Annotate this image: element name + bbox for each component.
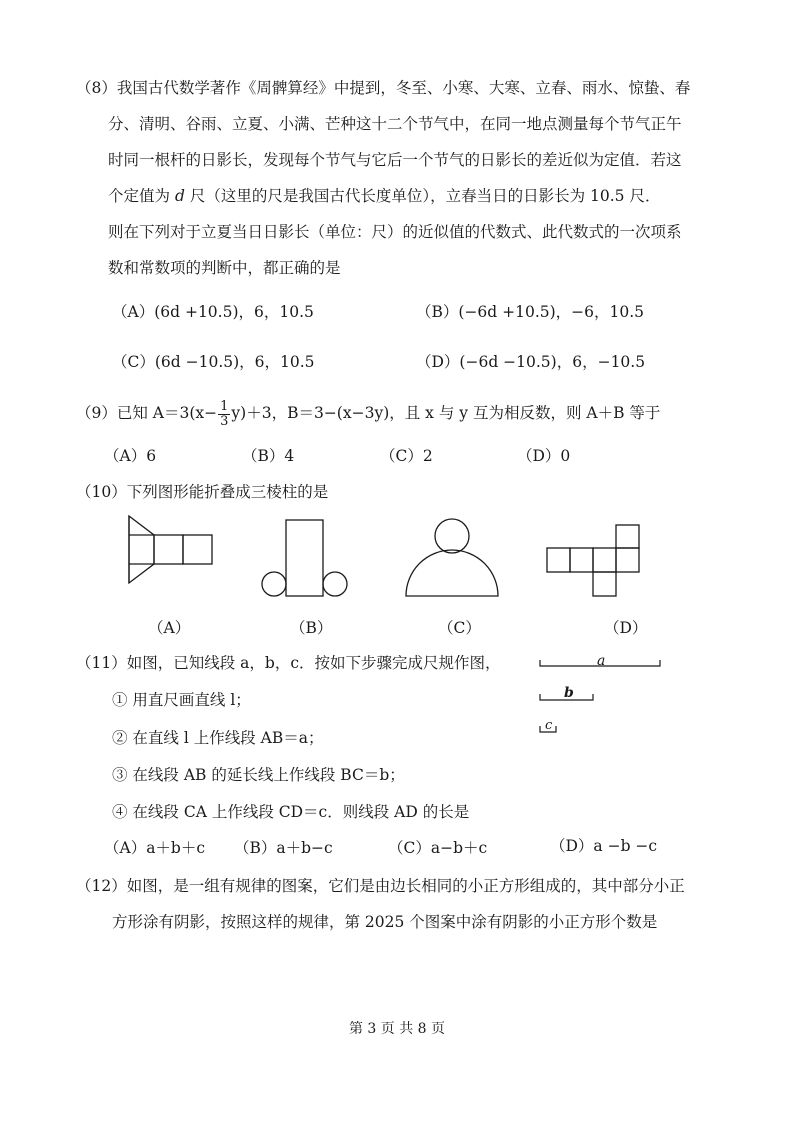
q8-option-a: （A）(6d +10.5)，6，10.5 bbox=[112, 303, 314, 321]
q9-stem bbox=[76, 398, 660, 429]
q9-fraction-denominator: 3 bbox=[220, 413, 229, 429]
q11-stem: （11）如图，已知线段 a，b，c．按如下步骤完成尺规作图， bbox=[76, 654, 501, 672]
q9-fraction bbox=[218, 400, 230, 429]
q8-line3: 时同一根杆的日影长，发现每个节气与它后一个节气的日影长的差近似为定值．若这 bbox=[108, 151, 682, 169]
q8-line6: 数和常数项的判断中，都正确的是 bbox=[108, 259, 341, 277]
q10-b-circle-left bbox=[262, 572, 286, 596]
q10-d-square-3 bbox=[593, 548, 616, 572]
q10-figure-d bbox=[545, 524, 641, 600]
q9-option-d: （D）0 bbox=[517, 447, 571, 465]
q8-line4-part-a: 个定值为 bbox=[108, 187, 171, 205]
q10-d-square-1 bbox=[547, 548, 570, 572]
q11-segment-b-label: b bbox=[564, 685, 574, 701]
q11-step2: ② 在直线 l 上作线段 AB＝a； bbox=[112, 729, 324, 747]
q8-line4 bbox=[108, 186, 660, 206]
q12-line1: （12）如图，是一组有规律的图案，它们是由边长相同的小正方形组成的，其中部分小正 bbox=[76, 877, 685, 895]
q12-line2: 方形涂有阴影，按照这样的规律，第 2025 个图案中涂有阴影的小正方形个数是 bbox=[112, 913, 658, 931]
q11-option-b: （B）a＋b−c bbox=[234, 839, 333, 857]
q8-option-b: （B）(−6d +10.5)，−6，10.5 bbox=[416, 303, 645, 321]
q8-line4-part-b: 尺（这里的尺是我国古代长度单位），立春当日的日影长为 10.5 尺． bbox=[189, 187, 661, 205]
q8-variable-d: d bbox=[174, 187, 185, 205]
q8-line1: （8）我国古代数学著作《周髀算经》中提到，冬至、小寒、大寒、立春、雨水、惊蛰、春 bbox=[76, 79, 691, 97]
q10-figure-c bbox=[403, 518, 503, 598]
q9-option-a: （A）6 bbox=[104, 447, 157, 465]
q11-option-d: （D）a −b −c bbox=[550, 837, 658, 855]
q10-label-a: （A） bbox=[148, 619, 191, 637]
q10-d-square-bottom bbox=[593, 572, 616, 596]
q10-label-b: （B） bbox=[290, 619, 333, 637]
q10-label-c: （C） bbox=[438, 619, 481, 637]
q10-a-square-1 bbox=[154, 535, 183, 564]
q10-figure-b bbox=[262, 518, 354, 598]
q11-step4: ④ 在线段 CA 上作线段 CD＝c．则线段 AD 的长是 bbox=[112, 803, 470, 821]
q10-a-square-2 bbox=[183, 535, 212, 564]
q11-segment-c-label: c bbox=[545, 718, 553, 733]
q10-figure-a bbox=[124, 522, 218, 578]
q11-step1: ① 用直尺画直线 l； bbox=[112, 691, 251, 709]
q10-d-square-top bbox=[616, 525, 639, 548]
q10-label-d: （D） bbox=[604, 619, 648, 637]
q11-segment-a-label: a bbox=[597, 653, 606, 669]
q11-option-a: （A）a＋b＋c bbox=[104, 839, 206, 857]
q8-line2: 分、清明、谷雨、立夏、小满、芒种这十二个节气中，在同一地点测量每个节气正午 bbox=[108, 115, 682, 133]
q10-b-circle-right bbox=[323, 572, 347, 596]
q8-option-c: （C）(6d −10.5)，6，10.5 bbox=[112, 353, 315, 371]
q10-c-circle bbox=[435, 519, 469, 553]
q11-option-c: （C）a−b＋c bbox=[388, 839, 488, 857]
q9-option-b: （B）4 bbox=[242, 447, 295, 465]
q9-fraction-numerator: 1 bbox=[220, 398, 229, 414]
q10-a-trapezoid bbox=[129, 516, 154, 583]
q9-option-c: （C）2 bbox=[380, 447, 433, 465]
q9-stem-part-b: y)＋3，B＝3−(x−3y)，且 x 与 y 互为相反数，则 A＋B 等于 bbox=[231, 404, 661, 422]
q11-step3: ③ 在线段 AB 的延长线上作线段 BC＝b； bbox=[112, 766, 405, 784]
q10-b-rectangle bbox=[286, 520, 323, 596]
q10-c-semicircle bbox=[406, 550, 498, 596]
q10-d-square-2 bbox=[570, 548, 593, 572]
q10-stem: （10）下列图形能折叠成三棱柱的是 bbox=[76, 483, 329, 501]
page-number-footer: 第 3 页 共 8 页 bbox=[348, 1021, 446, 1037]
q8-line5: 则在下列对于立夏当日日影长（单位：尺）的近似值的代数式、此代数式的一次项系 bbox=[108, 223, 682, 241]
q9-stem-part-a: （9）已知 A＝3(x− bbox=[76, 404, 218, 422]
q10-d-square-4 bbox=[616, 548, 639, 572]
q8-option-d: （D）(−6d −10.5)，6，−10.5 bbox=[416, 353, 646, 371]
